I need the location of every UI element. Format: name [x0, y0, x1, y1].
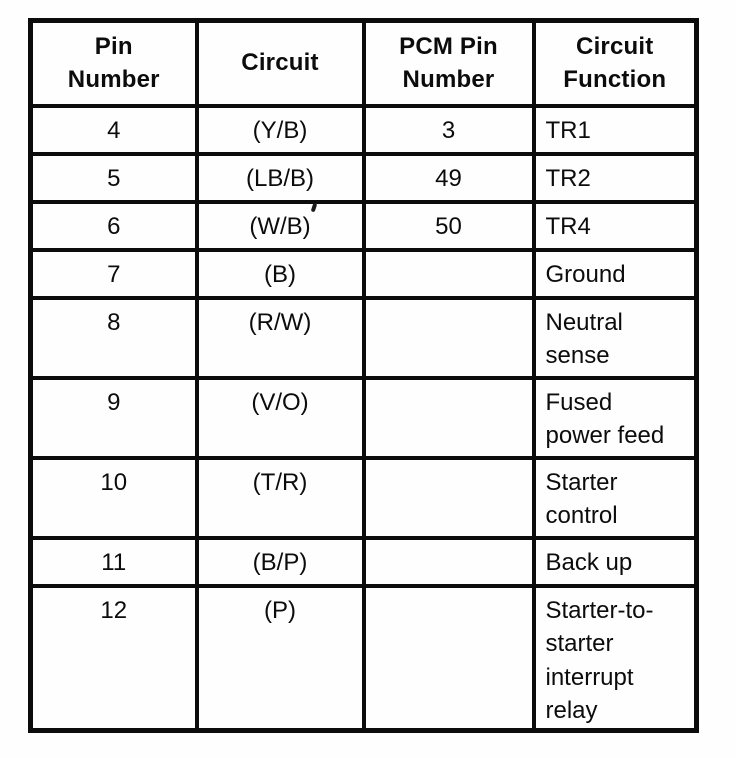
- circuit-cell: (T/R): [197, 458, 364, 538]
- header-pcm-pin-number-label: PCM Pin Number: [399, 32, 498, 94]
- header-pcm-pin-number: [364, 21, 534, 106]
- pcm-pin-cell: 3: [364, 106, 534, 154]
- pin-number-cell: 6: [31, 202, 197, 250]
- header-circuit-function: [534, 21, 697, 106]
- pin-number-cell: 8: [31, 298, 197, 378]
- table-header-row: [31, 21, 697, 106]
- header-circuit: [197, 21, 364, 106]
- pcm-pin-cell: [364, 298, 534, 378]
- circuit-function-cell: Back up: [534, 538, 697, 586]
- pcm-pin-cell: 50: [364, 202, 534, 250]
- circuit-function-cell: Fused power feed: [534, 378, 697, 458]
- pcm-pin-cell: [364, 378, 534, 458]
- circuit-function-cell: TR4: [534, 202, 697, 250]
- pin-number-cell: 9: [31, 378, 197, 458]
- pcm-pin-cell: [364, 250, 534, 298]
- header-circuit-function-label: Circuit Function: [563, 32, 667, 94]
- pcm-pin-cell: [364, 538, 534, 586]
- pin-number-cell: 4: [31, 106, 197, 154]
- table-row: [31, 458, 697, 538]
- pcm-pin-cell: [364, 586, 534, 731]
- circuit-function-cell: Neutral sense: [534, 298, 697, 378]
- circuit-cell: (B): [197, 250, 364, 298]
- table-row: [31, 154, 697, 202]
- circuit-cell: (R/W): [197, 298, 364, 378]
- pin-number-cell: 11: [31, 538, 197, 586]
- circuit-function-cell: Ground: [534, 250, 697, 298]
- circuit-function-cell: Starter control: [534, 458, 697, 538]
- pin-number-cell: 5: [31, 154, 197, 202]
- circuit-function-cell: Starter-to-starter interrupt relay: [534, 586, 697, 731]
- table-row: [31, 202, 697, 250]
- header-pin-number: [31, 21, 197, 106]
- table-row: [31, 538, 697, 586]
- pin-number-cell: 10: [31, 458, 197, 538]
- header-circuit-label: Circuit: [241, 49, 319, 77]
- circuit-function-cell: TR2: [534, 154, 697, 202]
- table-row: [31, 250, 697, 298]
- circuit-cell: (LB/B): [197, 154, 364, 202]
- circuit-cell: (V/O): [197, 378, 364, 458]
- pcm-pin-cell: [364, 458, 534, 538]
- table-row: [31, 378, 697, 458]
- circuit-function-cell: TR1: [534, 106, 697, 154]
- table-row: [31, 586, 697, 731]
- circuit-cell: (B/P): [197, 538, 364, 586]
- header-pin-number-label: Pin Number: [67, 32, 160, 94]
- table-row: [31, 298, 697, 378]
- circuit-cell: (P): [197, 586, 364, 731]
- circuit-cell: (Y/B): [197, 106, 364, 154]
- pin-number-cell: 12: [31, 586, 197, 731]
- pcm-pin-cell: 49: [364, 154, 534, 202]
- pin-number-cell: 7: [31, 250, 197, 298]
- pin-assignment-table: [28, 18, 699, 733]
- circuit-cell: (W/B): [197, 202, 364, 250]
- table-row: [31, 106, 697, 154]
